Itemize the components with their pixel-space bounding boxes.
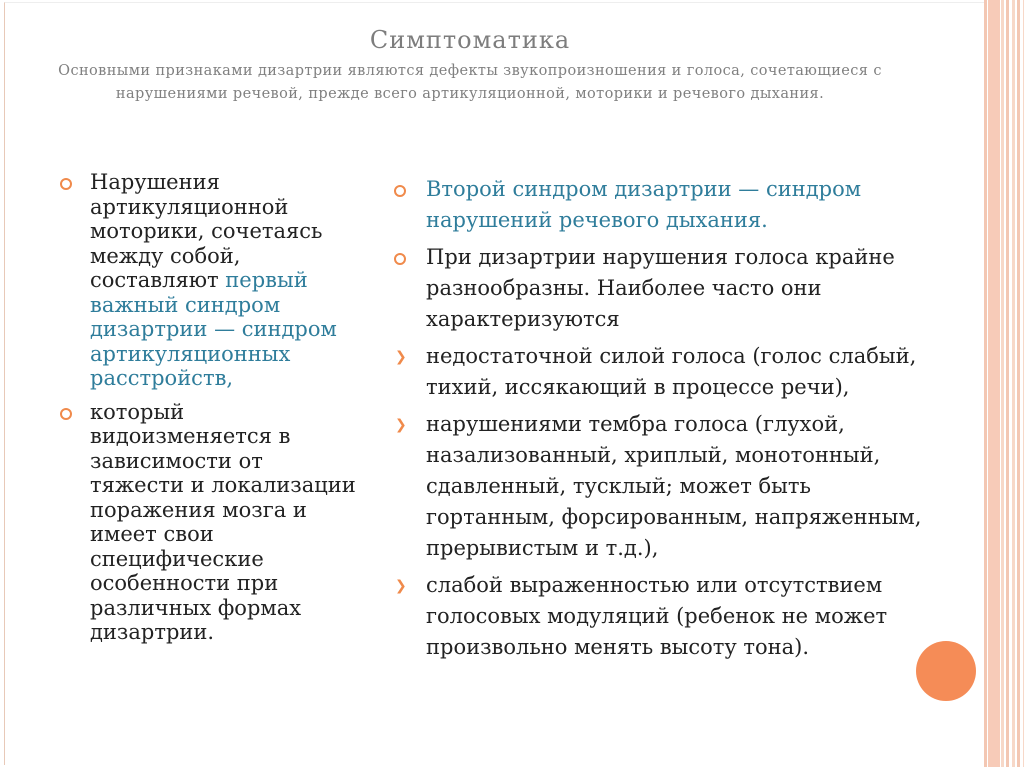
item-text: слабой выраженностью или отсутствием голосовых модуляций (ребенок не может произвольно менять высоту тона). — [426, 573, 888, 659]
decorative-circle — [916, 641, 976, 701]
item-text: Нарушения артикуляционной моторики, сочетаясь между собой, составляют — [90, 170, 323, 292]
sub-list-item — [392, 341, 932, 403]
item-accent-text: Второй синдром дизартрии — синдром нарушений речевого дыхания. — [426, 177, 862, 232]
sub-list-item — [392, 409, 932, 564]
circle-bullet-icon — [60, 178, 72, 190]
left-column — [58, 170, 358, 645]
list-item — [392, 174, 932, 236]
item-text: При дизартрии нарушения голоса крайне разнообразны. Наиболее часто они характеризуются — [426, 245, 895, 331]
chevron-right-icon: ❯ — [395, 578, 407, 594]
list-item — [58, 400, 358, 645]
chevron-right-icon: ❯ — [395, 417, 407, 433]
decorative-stripes — [984, 0, 1024, 767]
item-text: недостаточной силой голоса (голос слабый, тихий, иссякающий в процессе речи), — [426, 344, 917, 399]
list-item — [392, 242, 932, 335]
circle-bullet-icon — [60, 408, 72, 420]
list-item — [58, 170, 358, 391]
chevron-right-icon: ❯ — [395, 349, 407, 365]
sub-list-item — [392, 570, 932, 663]
item-text: который видоизменяется в зависимости от тяжести и локализации поражения мозга и имеет свои специфические особенности при различных формах дизартрии. — [90, 399, 356, 644]
stripe-band — [988, 0, 1000, 767]
item-text: нарушениями тембра голоса (глухой, назализованный, хриплый, монотонный, сдавленный, тусклый; может быть гортанным, форсированным, напряженным, прерывистым и т.д.), — [426, 412, 922, 560]
slide-title: Симптоматика — [369, 26, 571, 54]
slide-subtitle: Основными признаками дизартрии являются дефекты звукопроизношения и голоса, сочетающиеся с нарушениями речевой, прежде всего артикуляционной, моторики и речевого дыхания. — [58, 63, 882, 102]
right-column — [392, 174, 932, 663]
item-accent-text: первый важный синдром дизартрии — синдром артикуляционных расстройств, — [90, 268, 337, 390]
circle-bullet-icon — [394, 253, 406, 265]
circle-bullet-icon — [394, 185, 406, 197]
